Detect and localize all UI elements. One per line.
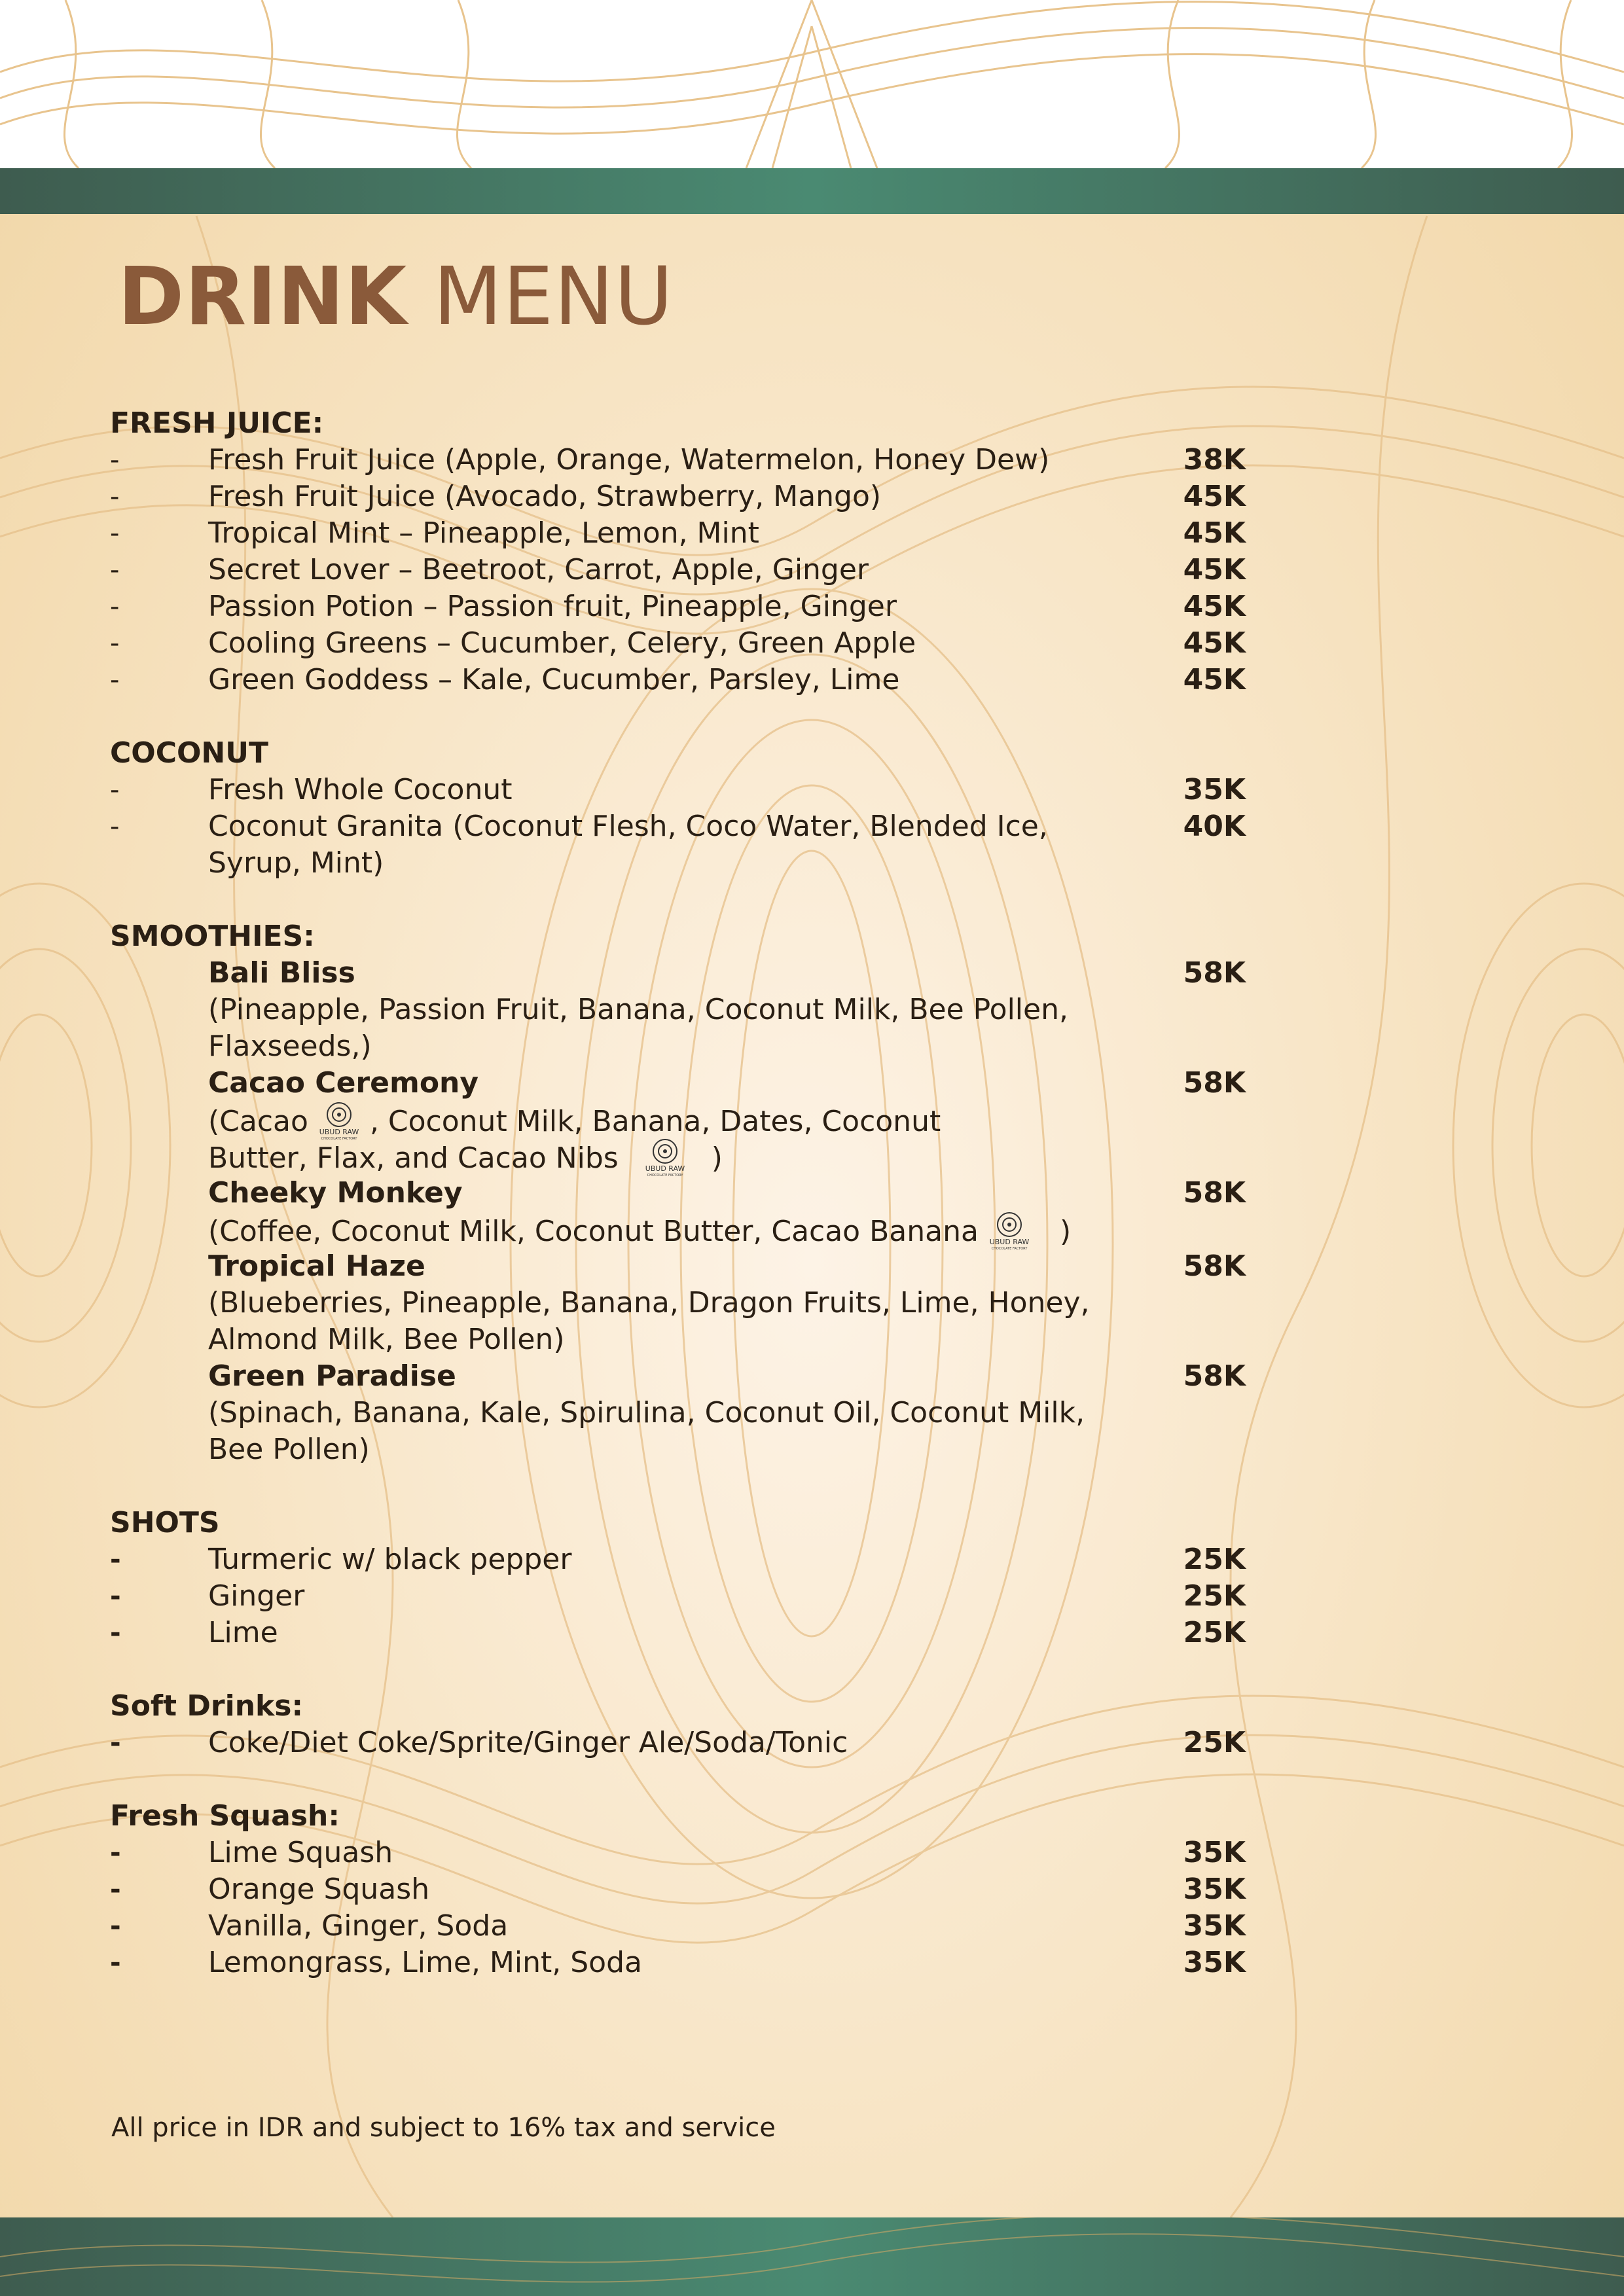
logo-text: UBUD RAW [989, 1238, 1030, 1246]
logo-subtext: CHOCOLATE FACTORY [321, 1137, 357, 1141]
item-dash: - [110, 1545, 121, 1575]
item-dash: - [110, 518, 120, 548]
item-label: Tropical Mint – Pineapple, Lemon, Mint [208, 516, 759, 550]
logo-subtext: CHOCOLATE FACTORY [647, 1174, 683, 1177]
list-item [0, 662, 1624, 698]
item-label: Fresh Fruit Juice (Apple, Orange, Watermelon, Honey Dew) [208, 443, 1050, 476]
logo-text: UBUD RAW [645, 1164, 685, 1173]
list-item [0, 1725, 1624, 1761]
item-dash: - [110, 775, 120, 805]
section-title-shots: SHOTS [110, 1506, 220, 1539]
smoothie-description: Almond Milk, Bee Pollen) [208, 1323, 565, 1356]
smoothie-name: Bali Bliss [208, 956, 355, 990]
footer-note: All price in IDR and subject to 16% tax and service [111, 2113, 776, 2143]
item-label: Secret Lover – Beetroot, Carrot, Apple, Ginger [208, 553, 869, 586]
item-label: Fresh Whole Coconut [208, 773, 513, 806]
item-label: Ginger [208, 1579, 305, 1613]
item-price: 45K [1183, 553, 1246, 586]
item-price: 25K [1183, 1616, 1246, 1649]
item-price: 58K [1183, 1176, 1246, 1210]
item-label: Green Goddess – Kale, Cucumber, Parsley, Lime [208, 663, 900, 696]
list-item [0, 442, 1624, 478]
logo-subtext: CHOCOLATE FACTORY [991, 1247, 1028, 1251]
smoothie-name: Cheeky Monkey [208, 1176, 463, 1210]
list-item [0, 1248, 1624, 1285]
item-price: 35K [1183, 1946, 1246, 1979]
list-item [0, 1578, 1624, 1615]
item-dash: - [110, 812, 120, 842]
smoothie-description: (Blueberries, Pineapple, Banana, Dragon Fruits, Lime, Honey, [208, 1286, 1090, 1319]
smoothie-description: Flaxseeds,) [208, 1030, 372, 1063]
item-label-continued: Syrup, Mint) [208, 846, 384, 880]
item-price: 38K [1183, 443, 1246, 476]
item-price: 45K [1183, 516, 1246, 550]
desc-part: ) [1059, 1215, 1072, 1248]
title-bold: DRINK [118, 250, 408, 343]
ubud-raw-logo-icon [988, 1208, 1031, 1251]
smoothie-description: (Spinach, Banana, Kale, Spirulina, Coconut Oil, Coconut Milk, [208, 1396, 1085, 1429]
section-title-coconut: COCONUT [110, 736, 268, 770]
item-dash: - [110, 1948, 121, 1978]
list-item [0, 625, 1624, 662]
item-price: 58K [1183, 1249, 1246, 1283]
list-item [0, 1175, 1624, 1211]
desc-part: ) [711, 1141, 723, 1175]
list-item [0, 478, 1624, 515]
section-title-soft-drinks: Soft Drinks: [110, 1689, 304, 1723]
section-title-smoothies: SMOOTHIES: [110, 920, 315, 953]
list-item [0, 1871, 1624, 1908]
item-dash: - [110, 1728, 121, 1758]
list-item [0, 1358, 1624, 1395]
item-price: 25K [1183, 1726, 1246, 1759]
item-price: 40K [1183, 810, 1246, 843]
item-dash: - [110, 1874, 121, 1905]
smoothie-description: Bee Pollen) [208, 1433, 370, 1466]
item-dash: - [110, 1838, 121, 1868]
desc-part: (Coffee, Coconut Milk, Coconut Butter, Cacao Banana [208, 1215, 979, 1248]
item-label: Turmeric w/ black pepper [208, 1543, 572, 1576]
item-dash: - [110, 1911, 121, 1941]
list-item [0, 1835, 1624, 1871]
desc-part: Butter, Flax, and Cacao Nibs [208, 1141, 619, 1175]
item-dash: - [110, 445, 120, 475]
item-price: 35K [1183, 1909, 1246, 1943]
list-item [0, 1065, 1624, 1102]
logo-text: UBUD RAW [319, 1128, 359, 1136]
item-dash: - [110, 1581, 121, 1611]
list-item [0, 552, 1624, 588]
item-label: Orange Squash [208, 1873, 430, 1906]
item-label: Coconut Granita (Coconut Flesh, Coco Water, Blended Ice, [208, 810, 1048, 843]
item-price: 58K [1183, 956, 1246, 990]
item-price: 58K [1183, 1066, 1246, 1100]
item-dash: - [110, 592, 120, 622]
item-dash: - [110, 482, 120, 512]
item-label: Passion Potion – Passion fruit, Pineapple, Ginger [208, 590, 897, 623]
list-item [0, 808, 1624, 845]
item-price: 45K [1183, 590, 1246, 623]
item-label: Vanilla, Ginger, Soda [208, 1909, 509, 1943]
list-item [0, 588, 1624, 625]
item-label: Coke/Diet Coke/Sprite/Ginger Ale/Soda/Tonic [208, 1726, 848, 1759]
item-label: Fresh Fruit Juice (Avocado, Strawberry, Mango) [208, 480, 882, 513]
page-title [118, 250, 674, 343]
item-dash: - [110, 665, 120, 695]
item-price: 45K [1183, 663, 1246, 696]
desc-part: , Coconut Milk, Banana, Dates, Coconut [369, 1105, 941, 1138]
item-dash: - [110, 555, 120, 585]
list-item [0, 515, 1624, 552]
item-price: 35K [1183, 773, 1246, 806]
item-dash: - [110, 628, 120, 658]
item-label: Lemongrass, Lime, Mint, Soda [208, 1946, 642, 1979]
list-item [0, 772, 1624, 808]
item-label: Cooling Greens – Cucumber, Celery, Green Apple [208, 626, 916, 660]
desc-part: (Cacao [208, 1105, 308, 1138]
item-label: Lime [208, 1616, 278, 1649]
section-title-fresh-squash: Fresh Squash: [110, 1799, 340, 1833]
smoothie-name: Cacao Ceremony [208, 1066, 479, 1100]
item-price: 45K [1183, 626, 1246, 660]
list-item [0, 1541, 1624, 1578]
item-price: 45K [1183, 480, 1246, 513]
ubud-raw-logo-icon [317, 1098, 361, 1141]
title-light: MENU [433, 250, 674, 343]
list-item [0, 1945, 1624, 1981]
item-label: Lime Squash [208, 1836, 393, 1869]
list-item [0, 1615, 1624, 1651]
item-price: 58K [1183, 1359, 1246, 1393]
section-title-fresh-juice: FRESH JUICE: [110, 406, 324, 440]
item-price: 25K [1183, 1579, 1246, 1613]
item-dash: - [110, 1618, 121, 1648]
item-price: 35K [1183, 1836, 1246, 1869]
ubud-raw-logo-icon [643, 1134, 687, 1177]
smoothie-description: (Pineapple, Passion Fruit, Banana, Coconut Milk, Bee Pollen, [208, 993, 1068, 1026]
list-item [0, 955, 1624, 992]
smoothie-name: Tropical Haze [208, 1249, 425, 1283]
list-item [0, 1908, 1624, 1945]
smoothie-name: Green Paradise [208, 1359, 456, 1393]
item-price: 35K [1183, 1873, 1246, 1906]
item-price: 25K [1183, 1543, 1246, 1576]
